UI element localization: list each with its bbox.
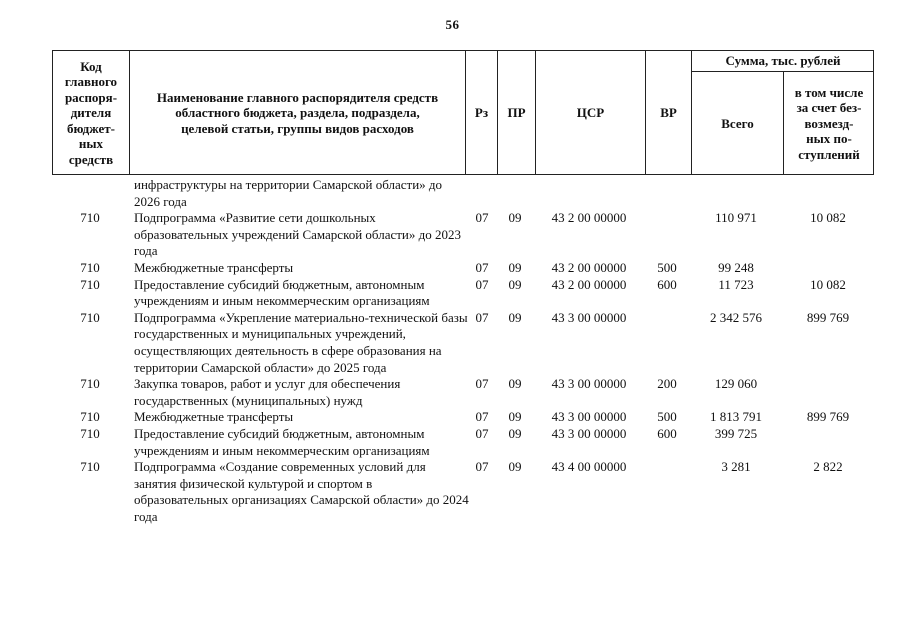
row-total: 11 723 [718,276,754,292]
row-pr: 09 [508,409,522,425]
row-code: 710 [80,376,100,392]
row-code: 710 [80,276,100,292]
row-rz: 07 [475,376,489,392]
row-vr: 600 [657,425,677,441]
header-csr: ЦСР [576,105,605,121]
row-code: 710 [80,210,100,226]
table-row [52,310,874,376]
row-rz: 07 [475,425,489,441]
row-rz: 07 [475,276,489,292]
row-total: 1 813 791 [710,409,762,425]
row-pr: 09 [508,376,522,392]
header-total: Всего [721,115,754,131]
row-csr: 43 3 00 00000 [551,425,627,441]
row-csr: 43 3 00 00000 [551,309,627,325]
row-incl: 10 082 [810,210,846,226]
row-code: 710 [80,425,100,441]
page-number: 56 [445,17,460,32]
row-total: 129 060 [714,376,758,392]
row-incl: 899 769 [806,409,850,425]
row-total: 110 971 [715,210,757,226]
table-body [52,177,874,525]
row-incl: 2 822 [813,459,843,475]
header-name: Наименование главного распорядителя средств областного бюджета, раздела, подраздела, целевой статьи, группы видов расходов [156,89,439,136]
row-pr: 09 [508,425,522,441]
row-code: 710 [80,459,100,475]
table-row [52,260,874,277]
row-total: 3 281 [721,459,751,475]
row-name: Предоставление субсидий бюджетным, автономным учреждениям и иным некоммерческим организациям [134,276,430,309]
row-csr: 43 2 00 00000 [551,210,627,226]
row-pr: 09 [508,210,522,226]
row-rz: 07 [475,409,489,425]
row-vr: 600 [657,276,677,292]
row-csr: 43 3 00 00000 [551,409,627,425]
row-incl: 10 082 [810,276,846,292]
row-total: 2 342 576 [710,309,762,325]
table-row [52,426,874,459]
row-pr: 09 [508,259,522,275]
header-vr: ВР [660,105,677,121]
row-csr: 43 2 00 00000 [551,276,627,292]
row-code: 710 [80,309,100,325]
header-pr: ПР [507,105,526,121]
table-row [52,277,874,310]
table-row [52,459,874,525]
row-total: 399 725 [714,425,758,441]
row-name: Предоставление субсидий бюджетным, автономным учреждениям и иным некоммерческим организациям [134,425,430,458]
header-code: Код главного распоря- дителя бюджет- ных средств [64,58,118,167]
row-vr: 200 [657,376,677,392]
table-row [52,376,874,409]
row-name: Межбюджетные трансферты [134,259,294,275]
header-rz: Рз [474,105,489,121]
table-row [52,177,874,210]
row-pr: 09 [508,276,522,292]
row-name: инфраструктуры на территории Самарской области» до 2026 года [134,177,443,209]
row-name: Закупка товаров, работ и услуг для обеспечения государственных (муниципальных) нужд [134,376,401,408]
row-csr: 43 3 00 00000 [551,376,627,392]
table-row [52,409,874,426]
table-header [52,50,874,175]
row-pr: 09 [508,309,522,325]
row-name: Подпрограмма «Создание современных условий для занятия физической культурой и спортом в образовательных организациях Самарской области» до 2024 года [134,459,469,524]
row-name: Подпрограмма «Развитие сети дошкольных образовательных учреждений Самарской области» до 2023 года [134,210,461,259]
header-incl: в том числе за счет без- возмезд- ных по- ступлений [794,84,864,162]
row-pr: 09 [508,459,522,475]
row-rz: 07 [475,210,489,226]
row-total: 99 248 [718,259,754,275]
row-csr: 43 2 00 00000 [551,259,627,275]
row-csr: 43 4 00 00000 [551,459,627,475]
row-name: Подпрограмма «Укрепление материально-технической базы государственных и муниципальных учреждений, осуществляющих деятельность в сфере образования на территории Самарской области» до 2025 года [134,309,468,375]
row-vr: 500 [657,409,677,425]
row-name: Межбюджетные трансферты [134,409,294,425]
row-vr: 500 [657,259,677,275]
row-incl: 899 769 [806,309,850,325]
row-rz: 07 [475,259,489,275]
table-row [52,210,874,260]
row-rz: 07 [475,459,489,475]
row-rz: 07 [475,309,489,325]
row-code: 710 [80,259,100,275]
row-code: 710 [80,409,100,425]
header-sum: Сумма, тыс. рублей [725,53,841,69]
